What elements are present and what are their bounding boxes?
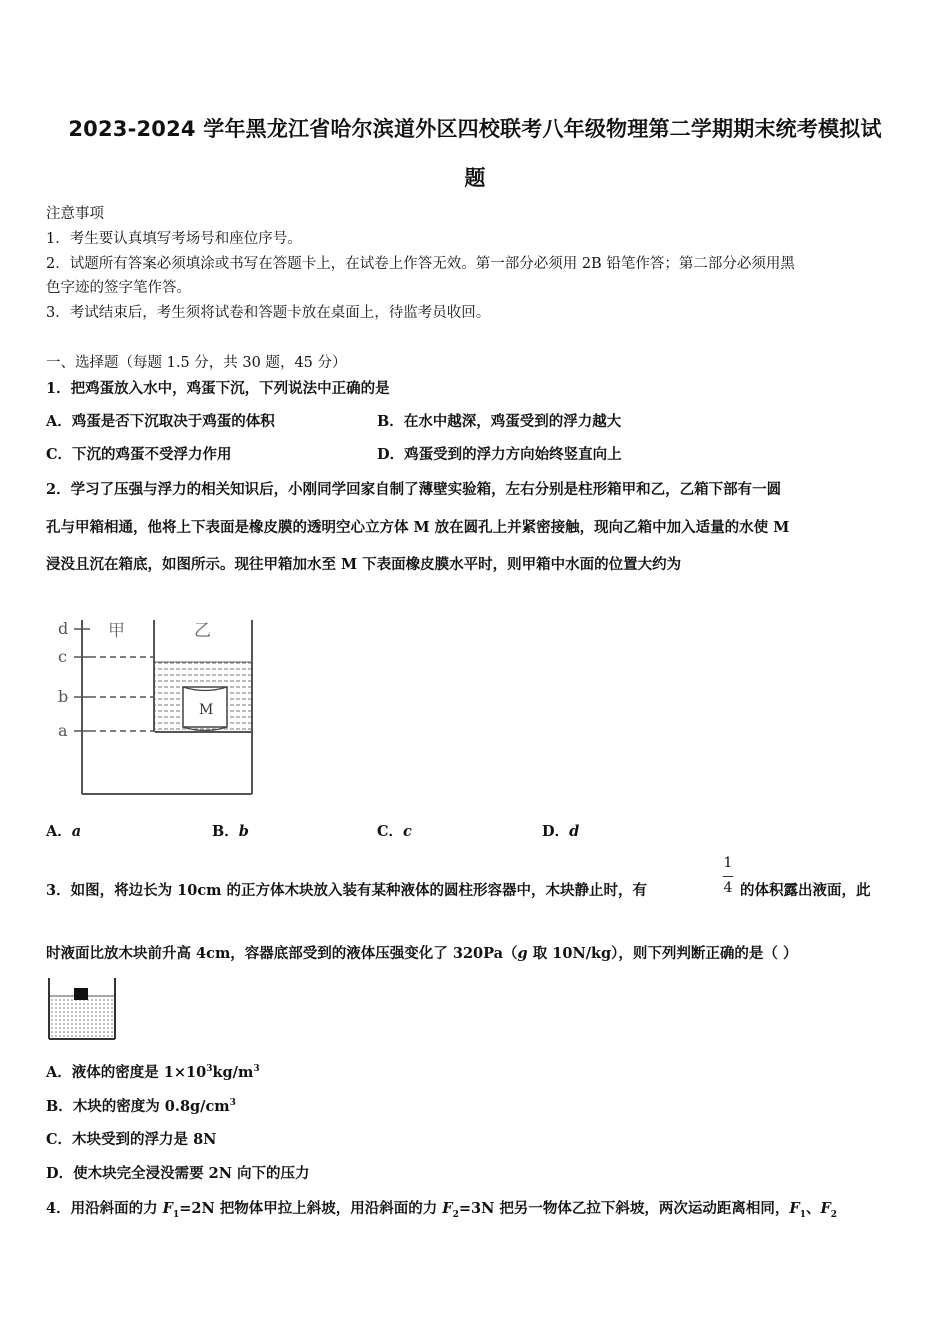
q2-line2: 孔与甲箱相通，他将上下表面是橡皮膜的透明空心立方体 M 放在圆孔上并紧密接触，现向乙箱中加入适量的水使 M [46,519,790,536]
notice-item-2-cont: 色字迹的签字笔作答。 [46,280,191,296]
q2-option-c: C．c [377,823,412,840]
page-title-line2: 题 [464,166,486,190]
q1-stem: 1．把鸡蛋放入水中，鸡蛋下沉，下列说法中正确的是 [46,380,390,397]
wood-block [74,988,88,1000]
q4-line1: 4．用沿斜面的力 $F_1=2N$ 把物体甲拉上斜坡，用沿斜面的力 $F_2=3N$ 把另一物体乙拉下斜坡，两次运动距离相同，$F_1$、$F_2$ [46,1200,838,1220]
box-yi-label: 乙 [194,621,211,641]
q3-option-b: B．木块的密度为 $0.8g/cm^3$ [46,1098,236,1115]
q3-frac-denominator: 4 [723,880,733,896]
q3-option-c: C．木块受到的浮力是 8N [46,1131,217,1148]
level-b-label: b [58,687,69,706]
section-heading: 一、选择题（每题 1.5 分，共 30 题，45 分） [46,355,347,371]
q1-option-c: C．下沉的鸡蛋不受浮力作用 [46,446,232,463]
page-title-line1: 2023-2024 学年黑龙江省哈尔滨道外区四校联考八年级物理第二学期期末统考模拟试 [68,117,882,141]
q1-option-b: B．在水中越深，鸡蛋受到的浮力越大 [377,413,622,430]
notice-heading: 注意事项 [46,206,104,222]
q3-option-d: D．使木块完全浸没需要 2N 向下的压力 [46,1165,310,1182]
level-c-label: c [58,647,67,666]
q3-frac-numerator: 1 [723,855,733,871]
q3-figure [46,974,120,1042]
q2-option-d: D．d [542,823,580,840]
q2-line3: 浸没且沉在箱底，如图所示。现往甲箱加水至 M 下表面橡皮膜水平时，则甲箱中水面的位置大约为 [46,556,682,573]
level-a-label: a [58,721,68,740]
q3-frac-bar [723,876,733,877]
q3-line1-a: 3．如图，将边长为 10cm 的正方体木块放入装有某种液体的圆柱形容器中，木块静止时，有 [46,882,648,899]
q2-line1: 2．学习了压强与浮力的相关知识后，小刚同学回家自制了薄壁实验箱，左右分别是柱形箱甲和乙，乙箱下部有一圆 [46,481,782,498]
notice-item-1: 1．考生要认真填写考场号和座位序号。 [46,231,302,247]
q2-option-b: B．b [212,823,249,840]
cube-label: M [199,702,214,718]
notice-item-3: 3．考试结束后，考生须将试卷和答题卡放在桌面上，待监考员收回。 [46,305,491,321]
q2-option-a: A．a [46,823,82,840]
q1-option-d: D．鸡蛋受到的浮力方向始终竖直向上 [377,446,622,463]
box-jia-label: 甲 [108,621,125,641]
level-d-label: d [58,619,69,638]
q3-line1-b: 的体积露出液面，此 [740,882,871,899]
q1-option-a: A．鸡蛋是否下沉取决于鸡蛋的体积 [46,413,275,430]
notice-item-2: 2．试题所有答案必须填涂或书写在答题卡上，在试卷上作答无效。第一部分必须用 2B 铅笔作答；第二部分必须用黑 [46,256,795,272]
q2-figure [50,612,260,812]
liquid-region [50,996,114,1038]
q3-option-a: A．液体的密度是 $1\times 10^3kg/m^3$ [46,1064,260,1081]
q3-line2: 时液面比放木块前升高 4cm，容器底部受到的液体压强变化了 320Pa（g 取 10N/kg），则下列判断正确的是（ ） [46,945,798,962]
